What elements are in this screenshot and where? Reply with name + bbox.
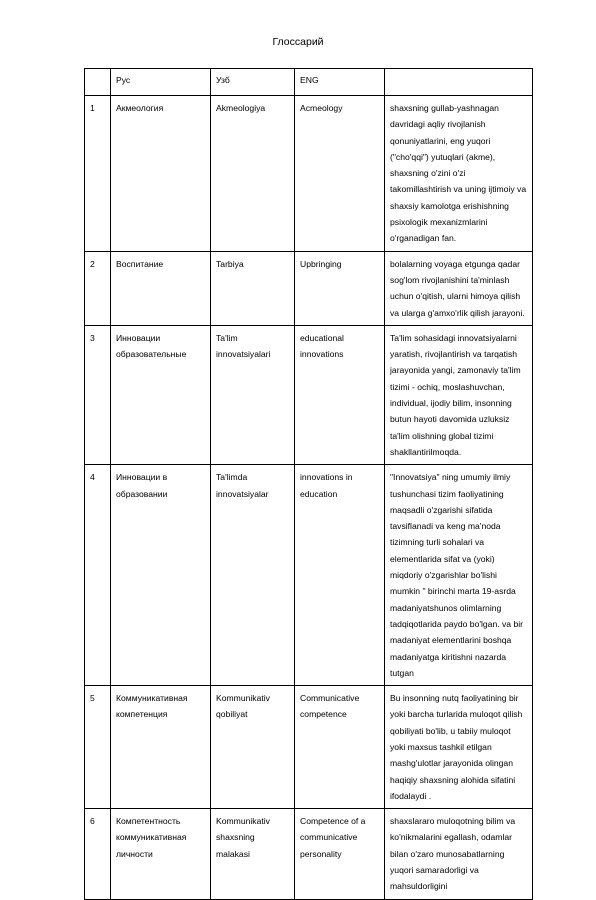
term-english: Acmeology — [295, 96, 385, 252]
term-uzbek: Akmeologiya — [211, 96, 295, 252]
row-number: 5 — [85, 686, 111, 809]
term-uzbek: Kommunikativ shaxsning malakasi — [211, 809, 295, 899]
term-english: Communicative competence — [295, 686, 385, 809]
table-row — [85, 325, 533, 464]
term-russian: Коммуникативная компетенция — [111, 686, 211, 809]
table-row — [85, 96, 533, 252]
term-definition: "Innovatsiya" ning umumiy ilmiy tushunchasi tizim faoliyatining maqsadli o'zgarishi sifatida tavsiflanadi va keng ma'noda tizimning turli sohalari va elementlarida sifat va (yoki) miqdoriy o'zgarishlar bo'lishi mumkin " birinchi marta 19-asrda madaniyatshunos olimlarning tadqiqotlarida paydo bo'lgan. va bir madaniyat elementlarini boshqa madaniyatga kiritishni nazarda tutgan — [385, 465, 533, 686]
term-russian: Компетентность коммуникативная личности — [111, 809, 211, 899]
header-russian: Рус — [111, 69, 211, 96]
row-number: 4 — [85, 465, 111, 686]
term-definition: Bu insonning nutq faoliyatining bir yoki barcha turlarida muloqot qilish qobiliyati bo'lib, u tabiiy muloqot yoki maxsus tashkil etilgan mashg'ulotlar jarayonida olingan haqiqiy shaxsning alohida sifatini ifodalaydi . — [385, 686, 533, 809]
page-title: Глоссарий — [272, 36, 324, 48]
term-definition: bolalarning voyaga etgunga qadar sog'lom rivojlanishini ta'minlash uchun o'qitish, ularni himoya qilish va ularga g'amxo'rlik qilish jarayoni. — [385, 251, 533, 325]
row-number: 2 — [85, 251, 111, 325]
term-russian: Акмеология — [111, 96, 211, 252]
row-number: 6 — [85, 809, 111, 899]
header-definition — [385, 69, 533, 96]
glossary-table — [84, 68, 533, 900]
term-english: educational innovations — [295, 325, 385, 464]
row-number: 3 — [85, 325, 111, 464]
term-english: Upbringing — [295, 251, 385, 325]
table-row — [85, 686, 533, 809]
term-uzbek: Tarbiya — [211, 251, 295, 325]
header-uzbek: Узб — [211, 69, 295, 96]
term-definition: shaxsning gullab-yashnagan davridagi aqliy rivojlanish qonuniyatlarini, eng yuqori ("cho'qqi") yutuqlari (akme), shaxsning o'zini o'zi takomillashtirish va uning ijtimoiy va shaxsiy kamolotga erishishning psixologik mexanizmlarini o'rganadigan fan. — [385, 96, 533, 252]
term-russian: Воспитание — [111, 251, 211, 325]
table-row — [85, 465, 533, 686]
term-uzbek: Ta'limda innovatsiyalar — [211, 465, 295, 686]
header-english: ENG — [295, 69, 385, 96]
term-russian: Инновации образовательные — [111, 325, 211, 464]
term-english: Competence of a communicative personality — [295, 809, 385, 899]
term-uzbek: Ta'lim innovatsiyalari — [211, 325, 295, 464]
header-number — [85, 69, 111, 96]
table-row — [85, 251, 533, 325]
term-definition: Ta'lim sohasidagi innovatsiyalarni yaratish, rivojlantirish va tarqatish jarayonida yangi, zamonaviy ta'lim tizimi - ochiq, moslashuvchan, individual, ijodiy bilim, insonning butun hayoti davomida uzluksiz ta'lim olishning global tizimi shakllantirilmoqda. — [385, 325, 533, 464]
term-definition: shaxslararo muloqotning bilim va ko'nikmalarini egallash, odamlar bilan o'zaro munosabatlarning yuqori samaradorligi va mahsuldorligini — [385, 809, 533, 899]
table-row — [85, 809, 533, 899]
term-english: innovations in education — [295, 465, 385, 686]
row-number: 1 — [85, 96, 111, 252]
table-header-row — [85, 69, 533, 96]
term-russian: Инновации в образовании — [111, 465, 211, 686]
term-uzbek: Kommunikativ qobiliyat — [211, 686, 295, 809]
